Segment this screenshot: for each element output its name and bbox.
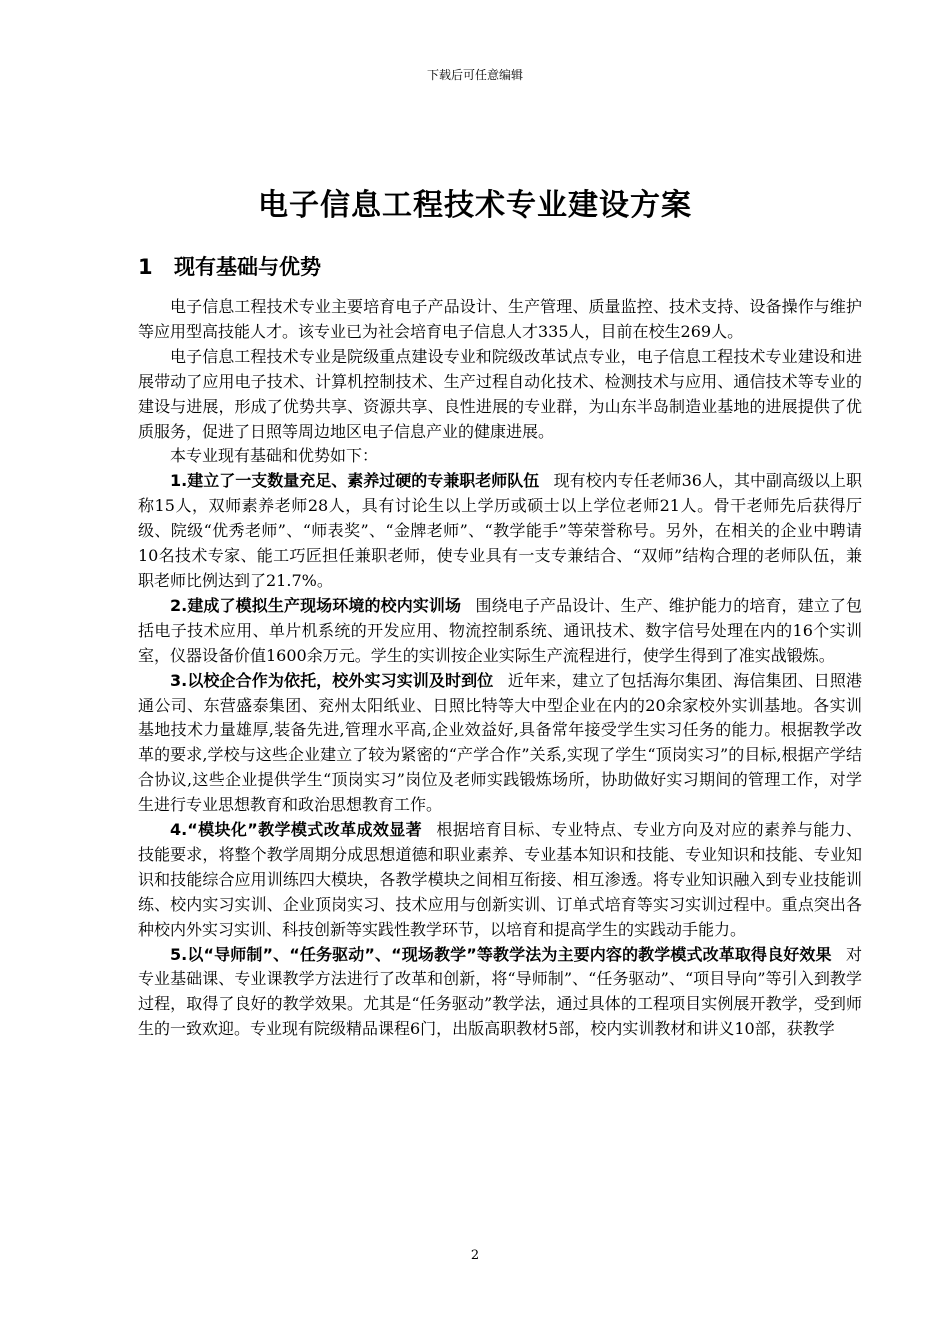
intro-paragraph: 电子信息工程技术专业是院级重点建设专业和院级改革试点专业，电子信息工程技术专业建设和进展带动了应用电子技术、计算机控制技术、生产过程自动化技术、检测技术与应用、通信技术等专业的建设与进展，形成了优势共享、资源共享、良性进展的专业群，为山东半岛制造业基地的进展提供了优质服务，促进了日照等周边地区电子信息产业的健康进展。 bbox=[138, 346, 862, 441]
list-item bbox=[138, 469, 862, 594]
item-heading: 5.以“导师制”、“任务驱动”、“现场教学”等教学法为主要内容的教学模式改革取得良好效果 bbox=[170, 944, 832, 964]
item-heading: 3.以校企合作为依托，校外实习实训及时到位 bbox=[170, 670, 494, 690]
item-text: 近年来，建立了包括海尔集团、海信集团、日照港通公司、东营盛泰集团、兖州太阳纸业、日照比特等大中型企业在内的20余家校外实训基地。各实训基地技术力量雄厚,装备先进,管理水平高,企业效益好,具备常年接受学生实习任务的能力。根据教学改革的要求,学校与这些企业建立了较为紧密的“产学合作”关系,实现了学生“顶岗实习”的目标,根据产学结合协议,这些企业提供学生“顶岗实习”岗位及老师实践锻炼场所，协助做好实习期间的管理工作，对学生进行专业思想教育和政治思想教育工作。 bbox=[138, 670, 862, 815]
list-item bbox=[138, 943, 862, 1043]
intro-paragraph: 电子信息工程技术专业主要培育电子产品设计、生产管理、质量监控、技术支持、设备操作与维护等应用型高技能人才。该专业已为社会培育电子信息人才335人，目前在校生269人。 bbox=[138, 297, 862, 341]
intro-paragraph: 本专业现有基础和优势如下： bbox=[170, 446, 379, 466]
item-text: 围绕电子产品设计、生产、维护能力的培育，建立了包括电子技术应用、单片机系统的开发应用、物流控制系统、通讯技术、数字信号处理在内的16个实训室，仪器设备价值1600余万元。学生的实训按企业实际生产流程进行，使学生得到了准实战锻炼。 bbox=[138, 595, 862, 665]
list-item bbox=[138, 669, 862, 818]
item-text: 根据培育目标、专业特点、专业方向及对应的素养与能力、技能要求，将整个教学周期分成思想道德和职业素养、专业基本知识和技能、专业知识和技能、专业知识和技能综合应用训练四大模块，各教学模块之间相互衔接、相互渗透。将专业知识融入到专业技能训练、校内实习实训、企业顶岗实习、技术应用与创新实训、订单式培育等实习实训过程中。重点突出各种校内外实习实训、科技创新等实践性教学环节，以培育和提高学生的实践动手能力。 bbox=[138, 820, 862, 939]
list-item bbox=[138, 818, 862, 943]
item-text: 对专业基础课、专业课教学方法进行了改革和创新，将“导师制”、“任务驱动”、“项目导向”等引入到教学过程，取得了良好的教学效果。尤其是“任务驱动”教学法，通过具体的工程项目实例展开教学，受到师生的一致欢迎。专业现有院级精品课程6门，出版高职教材5部，校内实训教材和讲义10部，获教学 bbox=[138, 944, 862, 1039]
item-heading: 2.建成了模拟生产现场环境的校内实训场 bbox=[170, 595, 462, 615]
item-text: 现有校内专任老师36人，其中副高级以上职称15人，双师素养老师28人，具有讨论生以上学历或硕士以上学位老师21人。骨干老师先后获得厅级、院级“优秀老师”、“师表奖”、“金牌老师”、“教学能手”等荣誉称号。另外，在相关的企业中聘请10名技术专家、能工巧匠担任兼职老师，使专业具有一支专兼结合、“双师”结构合理的老师队伍，兼职老师比例达到了21.7%。 bbox=[138, 471, 862, 590]
item-heading: 4.“模块化”教学模式改革成效显著 bbox=[170, 820, 422, 840]
item-heading: 1.建立了一支数量充足、素养过硬的专兼职老师队伍 bbox=[170, 471, 540, 491]
list-item bbox=[138, 594, 862, 669]
document-title: 电子信息工程技术专业建设方案 bbox=[258, 188, 692, 223]
header-note: 下载后可任意编辑 bbox=[426, 68, 523, 82]
section-title: 现有基础与优势 bbox=[174, 255, 321, 279]
section-number: 1 bbox=[138, 255, 153, 279]
body-text bbox=[138, 295, 862, 1042]
section-heading bbox=[138, 251, 321, 281]
page-number: 2 bbox=[470, 1248, 480, 1263]
